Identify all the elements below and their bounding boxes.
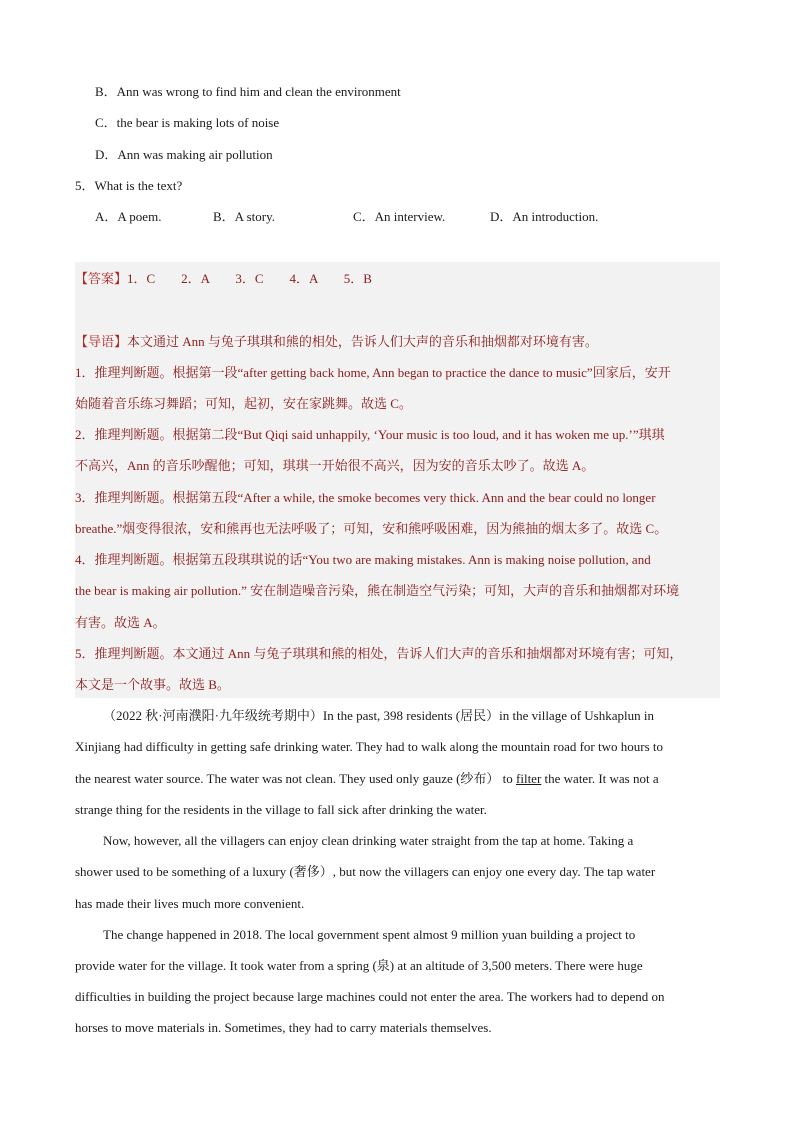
answer-label: 【答案】 (75, 271, 128, 286)
explanation-line: 2．推理判断题。根据第二段“But Qiqi said unhappily, ‘Your music is too loud, and it has woken me up.’”琪琪 (75, 427, 665, 442)
passage-line (75, 771, 659, 787)
option-d: D．Ann was making air pollution (95, 147, 273, 162)
question-5-stem: 5．What is the text? (75, 178, 183, 193)
explanation-line: 不高兴，Ann 的音乐吵醒他；可知，琪琪一开始很不高兴，因为安的音乐太吵了。故选 A。 (75, 458, 595, 473)
explanation-label: 【导语】 (75, 334, 128, 349)
passage-line: （2022 秋·河南濮阳·九年级统考期中）In the past, 398 residents (居民）in the village of Ushkaplun in (103, 708, 654, 723)
passage-line: horses to move materials in. Sometimes, they had to carry materials themselves. (75, 1020, 492, 1035)
explanation-intro (75, 334, 598, 350)
answer-items: 1．C 2．A 3．C 4．A 5．B (127, 271, 372, 286)
explanation-line: 始随着音乐练习舞蹈；可知，起初，安在家跳舞。故选 C。 (75, 396, 412, 411)
answer-line (75, 271, 372, 287)
passage-line: Now, however, all the villagers can enjoy clean drinking water straight from the tap at home. Taking a (103, 833, 634, 848)
underlined-word-filter: filter (516, 771, 542, 786)
explanation-line: 1．推理判断题。根据第一段“after getting back home, Ann began to practice the dance to music”回家后，安开 (75, 365, 671, 380)
explanation-line: 有害。故选 A。 (75, 615, 166, 630)
explanation-line: 本文是一个故事。故选 B。 (75, 677, 230, 692)
passage-line: difficulties in building the project because large machines could not enter the area. The workers had to depend on (75, 989, 665, 1004)
passage-line: provide water for the village. It took water from a spring (泉) at an altitude of 3,500 meters. There were huge (75, 958, 643, 973)
passage-line: has made their lives much more convenient. (75, 896, 305, 911)
explanation-line: 3．推理判断题。根据第五段“After a while, the smoke becomes very thick. Ann and the bear could no longer (75, 490, 656, 505)
q5-option-d: D．An introduction. (490, 209, 599, 224)
passage-line: shower used to be something of a luxury (奢侈）, but now the villagers can enjoy one every day. The tap water (75, 864, 656, 879)
answer-section (75, 262, 720, 698)
passage-line: strange thing for the residents in the village to fall sick after drinking the water. (75, 802, 487, 817)
option-c: C．the bear is making lots of noise (95, 115, 280, 130)
q5-option-b: B．A story. (213, 209, 275, 224)
option-b: B．Ann was wrong to find him and clean the environment (95, 84, 401, 99)
explanation-line: 4．推理判断题。根据第五段琪琪说的话“You two are making mistakes. Ann is making noise pollution, and (75, 552, 651, 567)
explanation-intro-text: 本文通过 Ann 与兔子琪琪和熊的相处，告诉人们大声的音乐和抽烟都对环境有害。 (127, 334, 598, 349)
passage-text: the water. It was not a (541, 771, 659, 786)
explanation-line: the bear is making air pollution.” 安在制造噪音污染，熊在制造空气污染；可知，大声的音乐和抽烟都对环境 (75, 583, 680, 598)
q5-option-c: C．An interview. (353, 209, 446, 224)
passage-text: the nearest water source. The water was not clean. They used only gauze (纱布） to (75, 771, 517, 786)
passage-line: The change happened in 2018. The local government spent almost 9 million yuan building a project to (103, 927, 636, 942)
explanation-line: breathe.”烟变得很浓，安和熊再也无法呼吸了；可知，安和熊呼吸困难，因为熊抽的烟太多了。故选 C。 (75, 521, 668, 536)
passage-line: Xinjiang had difficulty in getting safe drinking water. They had to walk along the mountain road for two hours to (75, 739, 664, 754)
explanation-line: 5．推理判断题。本文通过 Ann 与兔子琪琪和熊的相处，告诉人们大声的音乐和抽烟都对环境有害；可知， (75, 646, 683, 661)
q5-option-a: A．A poem. (95, 209, 162, 224)
